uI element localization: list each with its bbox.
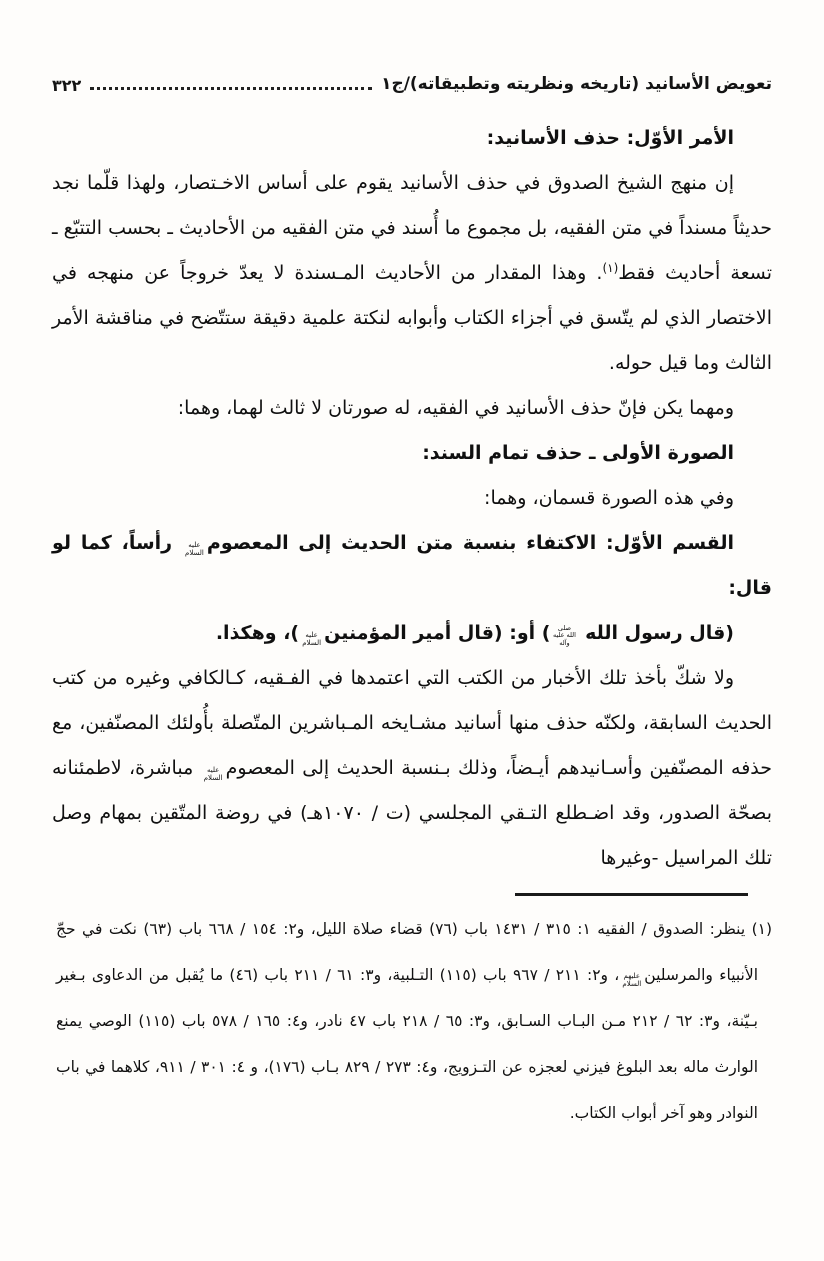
page-body <box>52 116 772 881</box>
honorific-alayhis-salam-icon: عليه السلام <box>185 540 204 557</box>
paragraph-two-kinds: وفي هذه الصورة قسمان، وهما: <box>484 486 734 509</box>
footnote-reference-1: (١) <box>602 260 619 275</box>
running-head <box>52 72 772 98</box>
paragraph-text: إن منهج الشيخ الصدوق في حذف الأسانيد يقوم على أساس الاخـتصار، ولهذا قلّما نجد حديثاً مسنداً في متن الفقيه، بل مجموع ما أُسند في متن الفقيه من الأحاديث ـ بحسب التتبّع ـ تسعة أحاديث فقط <box>52 171 772 284</box>
paragraph-text: رأساً، كما لو قال: <box>52 531 772 599</box>
paragraph-two-forms: ومهما يكن فإنّ حذف الأسانيد في الفقيه، له صورتان لا ثالث لهما، وهما: <box>177 396 734 419</box>
paragraph-text: (قال رسول الله <box>578 621 734 644</box>
paragraph-text: مباشرة، لاطمئنانه بصحّة الصدور، وقد اضـطلع التـقي المجلسي (ت / ١٠٧٠هـ) في روضة المتّقين بمهام وصل تلك المراسيل -وغيرها <box>52 756 772 869</box>
paragraph-first-kind <box>52 521 772 611</box>
heading-first-matter: الأمر الأوّل: حذف الأسانيد: <box>486 126 734 149</box>
paragraph-text: ولا شكّ بأخذ تلك الأخبار من الكتب التي اعتمدها في الفـقيه، كـالكافي وغيره من كتب الحديث السابقة، ولكنّه حذف منها أسانيد مشـايخه المـباشرين المتّصلة بأُولئك المصنّفين، مع حذفه المصنّفين وأسـانيدهم أيـضاً، وذلك بـنسبة الحديث إلى المعصوم <box>52 666 772 779</box>
honorific-prophet-icon: صلى الله عليه وآله <box>552 624 576 647</box>
honorific-alayhim-salam-icon: عليهم السلام <box>622 972 642 988</box>
footnotes-section <box>56 906 772 1136</box>
page-number: ٣٢٢ <box>52 75 82 95</box>
heading-first-form: الصورة الأولى ـ حذف تمام السند: <box>422 441 734 464</box>
footnote-1 <box>56 906 772 1136</box>
paragraph-text: . وهذا المقدار من الأحاديث المـسندة لا يعدّ خروجاً عن منهجه في الاختصار الذي لم يتّسق في أجزاء الكتاب وأبوابه لنكتة علمية دقيقة ستتّضح في مناقشة الأمر الثالث وما قيل حوله. <box>52 261 772 374</box>
honorific-alayhis-salam-icon: عليه السلام <box>302 630 322 647</box>
honorific-alayhis-salam-icon: عليه السلام <box>203 765 223 782</box>
footnote-separator <box>515 893 748 896</box>
paragraph-text: )، وهكذا. <box>215 621 300 644</box>
paragraph-text: ) أو: (قال أمير المؤمنين <box>324 621 551 644</box>
footnote-text: (١) ينظر: الصدوق / الفقيه ١: ٣١٥ / ١٤٣١ باب (٧٦) قضاء صلاة الليل، و٢: ١٥٤ / ٦٦٨ باب (٦٣) نكت في حجّ الأنبياء والمرسلين <box>56 920 773 984</box>
dot-leader <box>90 87 372 90</box>
paragraph-example-quote <box>52 611 772 656</box>
paragraph-sources <box>52 656 772 881</box>
paragraph-text: القسم الأوّل: الاكتفاء بنسبة متن الحديث إلى المعصوم <box>206 531 734 554</box>
paragraph-methodology <box>52 161 772 386</box>
footnote-text: ، و٢: ٢١١ / ٩٦٧ باب (١١٥) التـلبية، و٣: ٦١ / ٢١١ باب (٤٦) ما يُقبل من الدعاوى بـغير بـيّنة، و٣: ٦٢ / ٢١٢ مـن البـاب السـابق، و٣: ٦٥ / ٢١٨ باب ٤٧ نادر، و٤: ١٦٥ / ٥٧٨ باب (١١٥) الوصي يمنع الوارث ماله بعد البلوغ فيزني لعجزه عن التـزويج، و٤: ٢٧٣ / ٨٢٩ بـاب (١٧٦)، و ٤: ٣٠١ / ٩١١، كلاهما في باب النوادر وهو آخر أبواب الكتاب. <box>56 966 759 1122</box>
running-title: تعويض الأسانيد (تاريخه ونظريته وتطبيقاته)/ج١ <box>381 74 772 94</box>
